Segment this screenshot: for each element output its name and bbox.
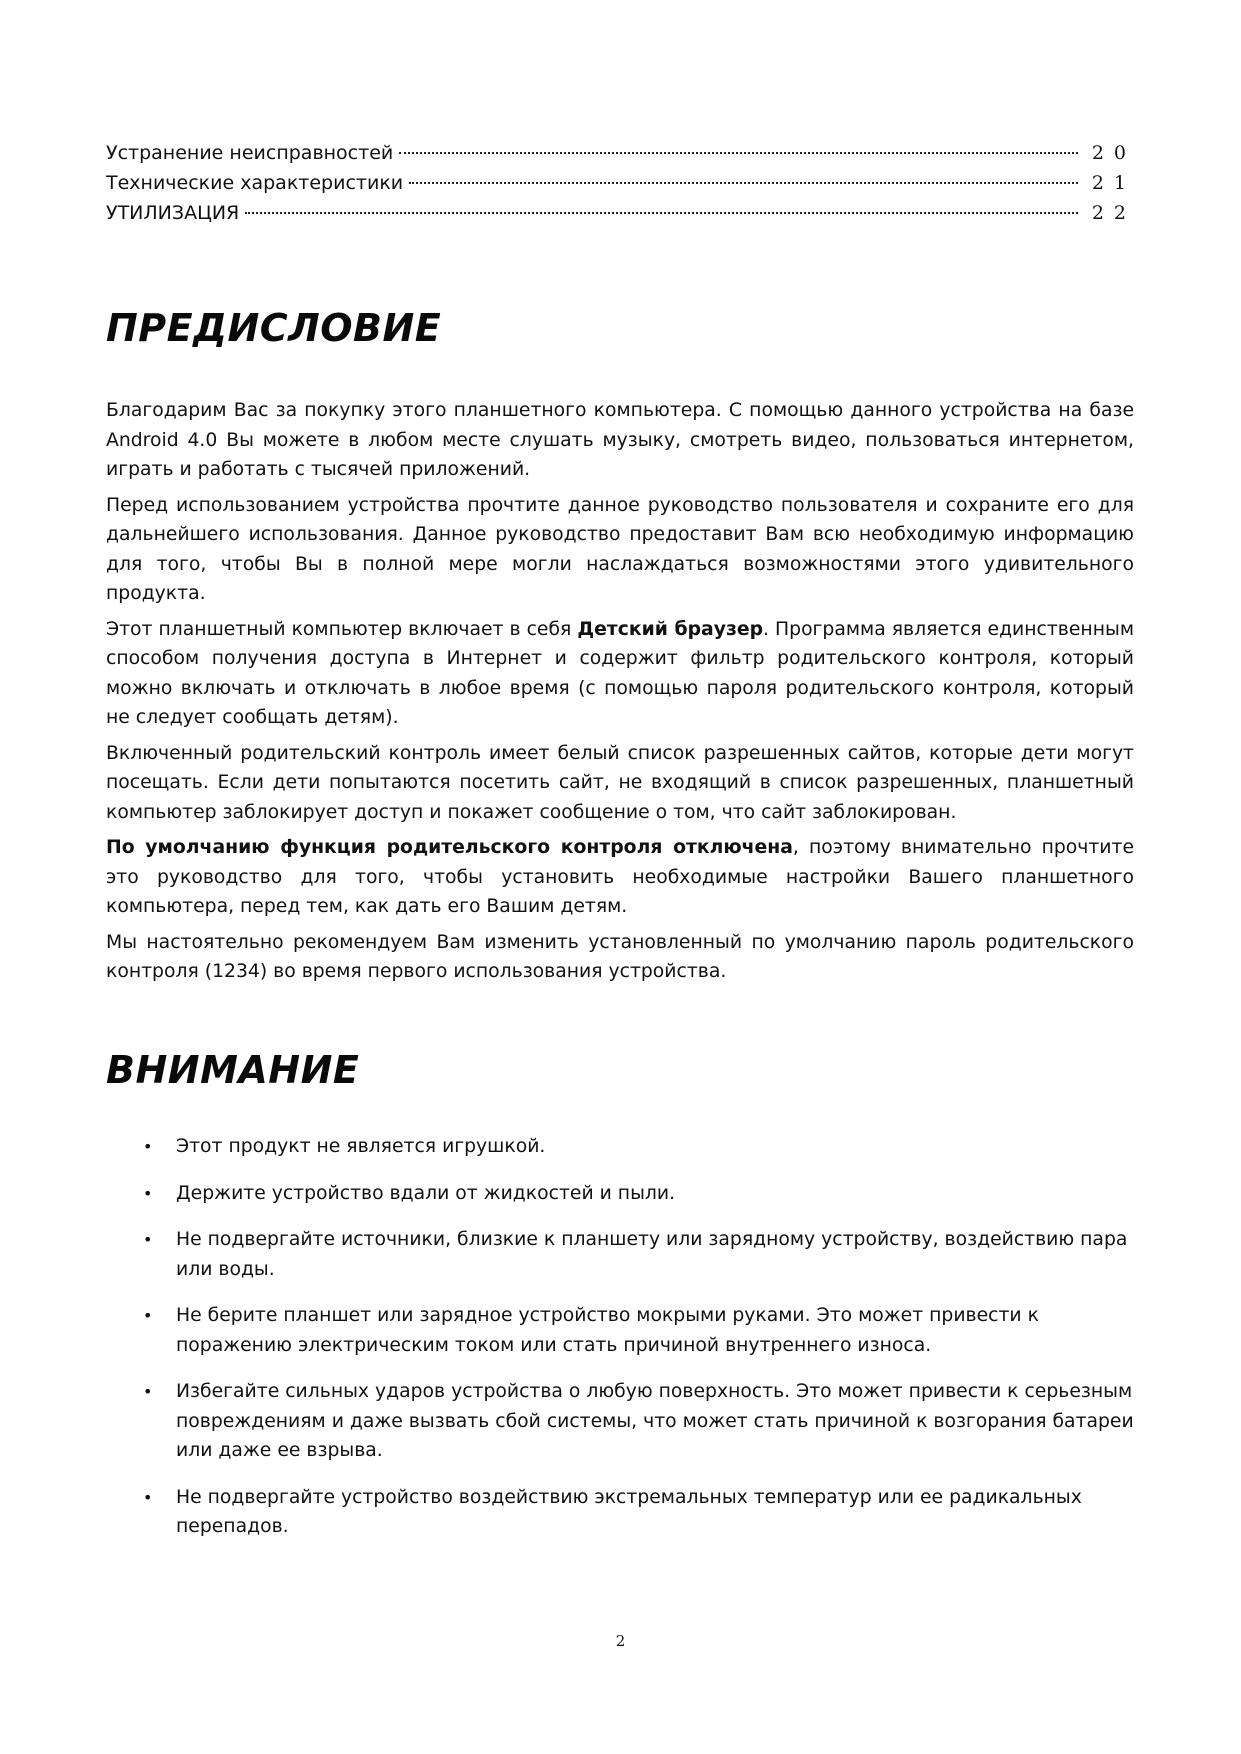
- toc-entry-page: 21: [1091, 172, 1136, 194]
- warning-item: [106, 1179, 1136, 1209]
- toc-entry-title: Устранение неисправностей: [106, 142, 394, 164]
- warning-text: Избегайте сильных ударов устройства о любую поверхность. Это может привести к серьезным повреждениям и даже вызвать сбой системы, что может стать причиной к возгорания батареи или даже ее взрыва.: [176, 1381, 1134, 1461]
- bullet-icon: •: [143, 1230, 153, 1249]
- paragraph-text: Этот планшетный компьютер включает в себя: [106, 618, 578, 640]
- warning-text: Не берите планшет или зарядное устройство мокрыми руками. Это может привести к поражению электрическим током или стать причиной внутреннего износа.: [176, 1305, 1039, 1356]
- preface-section: [106, 396, 1134, 993]
- toc-dot-leader: [245, 212, 1078, 214]
- toc-entry-disposal[interactable]: [106, 198, 1136, 228]
- bullet-icon: •: [143, 1306, 153, 1325]
- paragraph-text: , поэтому внимательно прочтите это руководство для того, чтобы установить необходимые настройки Вашего планшетного компьютера, перед тем, как дать его Вашим детям.: [106, 837, 1134, 917]
- warning-item: [106, 1483, 1136, 1542]
- bullet-icon: •: [143, 1183, 153, 1203]
- warning-item: [106, 1225, 1136, 1284]
- toc-entry-page: 20: [1091, 142, 1136, 164]
- warning-text: Не подвергайте устройство воздействию экстремальных температур или ее радикальных перепадов.: [176, 1486, 1082, 1537]
- toc-entry-title: УТИЛИЗАЦИЯ: [106, 202, 240, 224]
- preface-paragraph-5: [106, 833, 1134, 922]
- kids-browser-emphasis: Детский браузер: [577, 618, 764, 640]
- toc-entry-troubleshooting[interactable]: [106, 138, 1136, 168]
- toc-entry-title: Технические характеристики: [106, 172, 404, 194]
- warning-item: [106, 1377, 1136, 1466]
- toc-dot-leader: [409, 182, 1078, 184]
- parental-control-default-emphasis: По умолчанию функция родительского контроля отключена: [106, 837, 793, 858]
- warning-item: [106, 1301, 1136, 1360]
- preface-paragraph-6: Мы настоятельно рекомендуем Вам изменить установленный по умолчанию пароль родительского контроля (1234) во время первого использования устройства.: [106, 931, 1134, 982]
- warning-item: [106, 1132, 1136, 1162]
- table-of-contents: [106, 138, 1136, 228]
- preface-paragraph-1: Благодарим Вас за покупку этого планшетного компьютера. С помощью данного устройства на базе Android 4.0 Вы можете в любом месте слушать музыку, смотреть видео, пользоваться интернетом, играть и работать с тысячей приложений.: [106, 400, 1134, 480]
- preface-heading: ПРЕДИСЛОВИЕ: [106, 306, 442, 350]
- toc-dot-leader: [399, 152, 1078, 154]
- preface-paragraph-3: [106, 615, 1134, 733]
- preface-paragraph-2: Перед использованием устройства прочтите данное руководство пользователя и сохраните его для дальнейшего использования. Данное руководство предоставит Вам всю необходимую информацию для того, чтобы Вы в полной мере могли наслаждаться возможностями этого удивительного продукта.: [106, 494, 1134, 604]
- warning-heading: ВНИМАНИЕ: [106, 1048, 360, 1092]
- bullet-icon: •: [143, 1382, 153, 1401]
- page-number: 2: [615, 1632, 626, 1650]
- paragraph-text: . Программа является единственным способом получения доступа в Интернет и содержит фильтр родительского контроля, который можно включать и отключать в любое время (с помощью пароля родительского контроля, который не следует сообщать детям).: [106, 618, 1134, 728]
- toc-entry-specifications[interactable]: [106, 168, 1136, 198]
- warning-text: Держите устройство вдали от жидкостей и пыли.: [176, 1182, 676, 1204]
- bullet-icon: •: [143, 1487, 153, 1507]
- preface-paragraph-4: Включенный родительский контроль имеет белый список разрешенных сайтов, которые дети могут посещать. Если дети попытаются посетить сайт, не входящий в список разрешенных, планшетный компьютер заблокирует доступ и покажет сообщение о том, что сайт заблокирован.: [106, 742, 1134, 823]
- warning-text: Этот продукт не является игрушкой.: [176, 1136, 546, 1157]
- bullet-icon: •: [143, 1137, 153, 1156]
- warning-list: [106, 1132, 1136, 1559]
- warning-text: Не подвергайте источники, близкие к планшету или зарядному устройству, воздействию пара или воды.: [176, 1229, 1128, 1280]
- toc-entry-page: 22: [1091, 202, 1136, 224]
